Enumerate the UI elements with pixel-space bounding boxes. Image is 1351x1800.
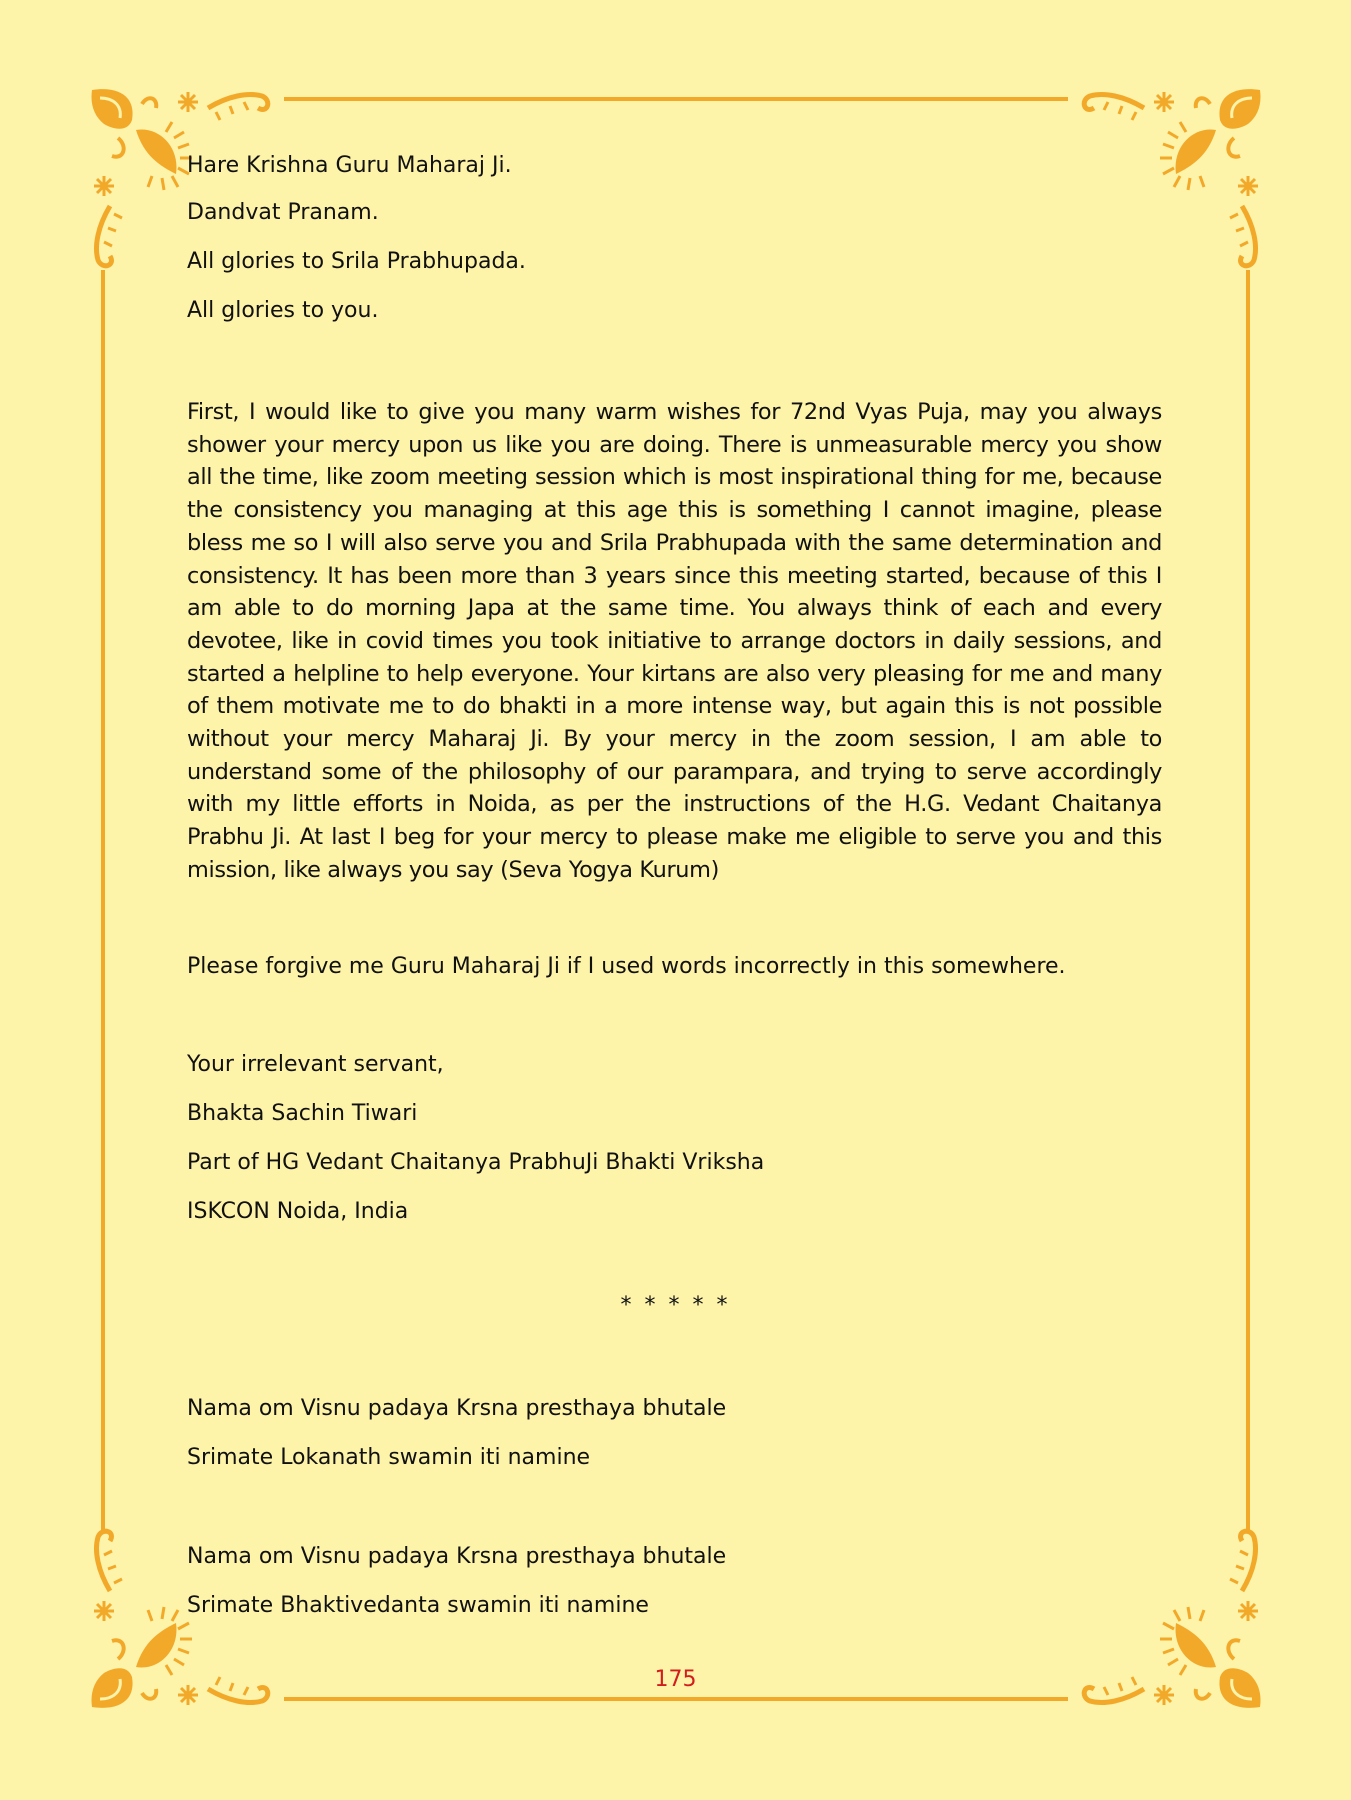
section-separator: * * * * *	[620, 1293, 731, 1318]
salutation-line: Dandvat Pranam.	[187, 200, 379, 225]
mantra-line: Nama om Visnu padaya Krsna presthaya bhutale	[187, 1396, 727, 1421]
main-paragraph: First, I would like to give you many warm wishes for 72nd Vyas Puja, may you always shower your mercy upon us like you are doing. There is unmeasurable mercy you show all the time, like zoom meeting session which is most inspirational thing for me, because the consistency you managing at this age this is something I cannot imagine, please bless me so I will also serve you and Srila Prabhupada with the same determination and consistency. It has been more than 3 years since this meeting started, because of this I am able to do morning Japa at the same time. You always think of each and every devotee, like in covid times you took initiative to arrange doctors in daily sessions, and started a helpline to help everyone. Your kirtans are also very pleasing for me and many of them motivate me to do bhakti in a more intense way, but again this is not possible without your mercy Maharaj Ji. By your mercy in the zoom session, I am able to understand some of the philosophy of our parampara, and trying to serve accordingly with my little efforts in Noida, as per the instructions of the H.G. Vedant Chaitanya Prabhu Ji. At last I beg for your mercy to please make me eligible to serve you and this mission, like always you say (Seva Yogya Kurum)	[187, 399, 1162, 883]
letter-body	[187, 0, 1162, 1800]
apology-line: Please forgive me Guru Maharaj Ji if I used words incorrectly in this somewhere.	[187, 954, 1066, 979]
signature-closing: Your irrelevant servant,	[187, 1052, 444, 1077]
signature-location: ISKCON Noida, India	[187, 1199, 409, 1224]
salutation-line: All glories to Srila Prabhupada.	[187, 249, 526, 274]
right-border-rule	[1246, 270, 1250, 1530]
signature-name: Bhakta Sachin Tiwari	[187, 1101, 418, 1126]
mantra-line: Srimate Bhaktivedanta swamin iti namine	[187, 1593, 649, 1618]
salutation-line: All glories to you.	[187, 298, 379, 323]
mantra-line: Nama om Visnu padaya Krsna presthaya bhutale	[187, 1544, 727, 1569]
page-number: 175	[654, 1667, 697, 1692]
salutation-line: Hare Krishna Guru Maharaj Ji.	[187, 153, 512, 178]
left-border-rule	[101, 270, 105, 1530]
mantra-line: Srimate Lokanath swamin iti namine	[187, 1445, 591, 1470]
signature-affiliation: Part of HG Vedant Chaitanya PrabhuJi Bhakti Vriksha	[187, 1150, 765, 1175]
